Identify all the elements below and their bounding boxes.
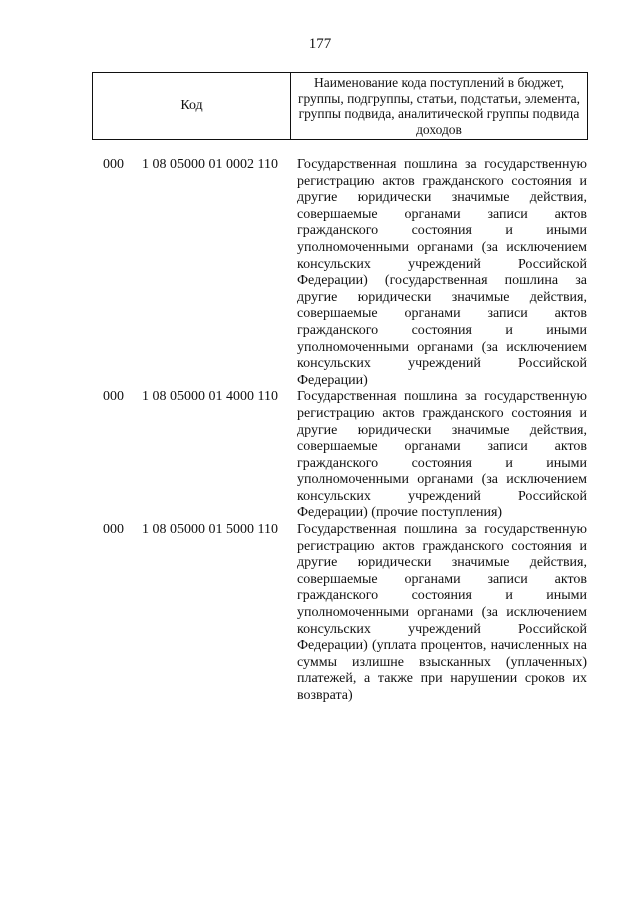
revenue-name: Государственная пошлина за государственную регистрацию актов гражданского состояния и другие юридически значимые действия, совершаемые органами записи актов гражданского состояния и иными уполномоченными органами (за исключением консульских учреждений Российской Федерации) (государственная пошлина за другие юридически значимые действия, совершаемые органами записи актов гражданского состояния и иными уполномоченными органами (за исключением консульских учреждений Российской Федерации) [297, 157, 587, 388]
table-row [0, 157, 640, 389]
revenue-code: 1 08 05000 01 5000 110 [142, 522, 278, 538]
table-header [92, 72, 588, 140]
header-name-column: Наименование кода поступлений в бюджет, группы, подгруппы, статьи, подстатьи, элемента, группы подвида, аналитической группы подвида доходов [297, 75, 581, 137]
header-code-column: Код [93, 73, 291, 139]
admin-code: 000 [103, 157, 124, 172]
admin-code: 000 [103, 389, 124, 405]
revenue-code: 1 08 05000 01 4000 110 [142, 389, 278, 405]
revenue-name: Государственная пошлина за государственную регистрацию актов гражданского состояния и другие юридически значимые действия, совершаемые органами записи актов гражданского состояния и иными уполномоченными органами (за исключением консульских учреждений Российской Федерации) (уплата процентов, начисленных на суммы излишне взысканных (уплаченных) платежей, а также при нарушении сроков их возврата) [297, 522, 587, 703]
table-row [0, 522, 640, 705]
page-number: 177 [308, 36, 332, 52]
table-row [0, 389, 640, 522]
revenue-code: 1 08 05000 01 0002 110 [142, 157, 278, 172]
revenue-name: Государственная пошлина за государственную регистрацию актов гражданского состояния и другие юридически значимые действия, совершаемые органами записи актов гражданского состояния и иными уполномоченными органами (за исключением консульских учреждений Российской Федерации) (прочие поступления) [297, 389, 587, 521]
table-body [0, 157, 640, 705]
admin-code: 000 [103, 522, 124, 538]
